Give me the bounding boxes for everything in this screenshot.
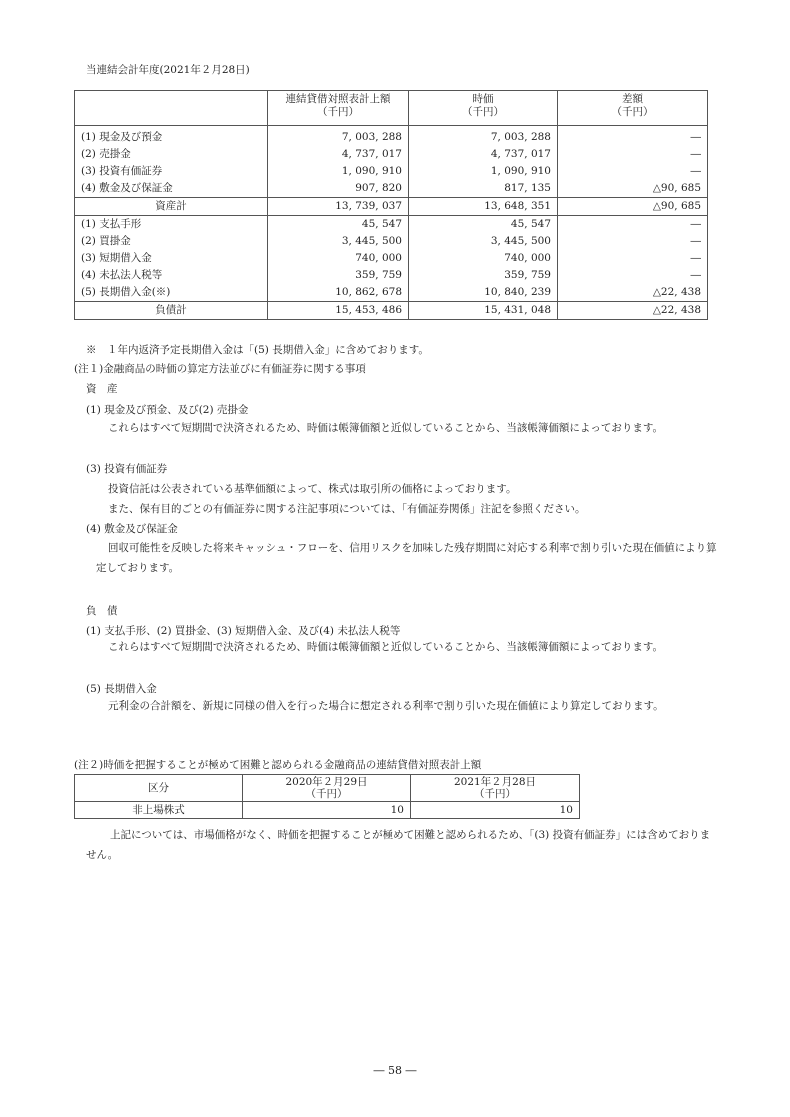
header-category: 区分	[75, 775, 243, 802]
asset-securities-text-2: また、保有目的ごとの有価証券に関する注記事項については、「有価証券関係」注記を参照ください。	[108, 503, 586, 515]
table-row: (4) 未払法人税等 359, 759 359, 759 ―	[75, 267, 708, 284]
note2-title: (注２)時価を把握することが極めて困難と認められる金融商品の連結貸借対照表計上額	[74, 759, 482, 771]
asset-deposit-text: 回収可能性を反映した将来キャッシュ・フローを、信用リスクを加味した残存期間に対応する利率で割り引いた現在価値により算定しております。	[96, 542, 717, 574]
unlisted-stock-table	[74, 774, 580, 819]
table-row: (2) 売掛金 4, 737, 017 4, 737, 017 ―	[75, 146, 708, 163]
asset-cash-text: これらはすべて短期間で決済されるため、時価は帳簿価額と近似していることから、当該帳簿価額によっております。	[108, 422, 664, 434]
liab-short-heading: (1) 支払手形、(2) 買掛金、(3) 短期借入金、及び(4) 未払法人税等	[86, 625, 401, 637]
liabilities-heading: 負 債	[86, 605, 118, 617]
header-fair-value: 時価 （千円）	[409, 91, 558, 126]
liab-longterm-text: 元利金の合計額を、新規に同様の借入を行った場合に想定される利率で割り引いた現在価値により算定しております。	[108, 700, 664, 712]
liabilities-total-row: 負債計 15, 453, 486 15, 431, 048 △22, 438	[75, 302, 708, 320]
header-difference: 差額 （千円）	[558, 91, 708, 126]
table-header-row	[75, 91, 708, 126]
table-row: (2) 買掛金 3, 445, 500 3, 445, 500 ―	[75, 233, 708, 250]
table-row: (4) 敷金及び保証金 907, 820 817, 135 △90, 685	[75, 180, 708, 198]
table-row: (1) 支払手形 45, 547 45, 547 ―	[75, 216, 708, 234]
asset-deposit-heading: (4) 敷金及び保証金	[86, 523, 178, 535]
asset-cash-heading: (1) 現金及び預金、及び(2) 売掛金	[86, 404, 249, 416]
header-item	[75, 91, 268, 126]
table-row: (5) 長期借入金(※) 10, 862, 678 10, 840, 239 △22, 438	[75, 284, 708, 302]
table-row: 非上場株式 10 10	[75, 802, 580, 819]
footnote-star: ※ １年内返済予定長期借入金は「(5) 長期借入金」に含めております。	[86, 344, 429, 356]
liab-short-text: これらはすべて短期間で決済されるため、時価は帳簿価額と近似していることから、当該帳簿価額によっております。	[108, 641, 664, 653]
note1-title: (注１)金融商品の時価の算定方法並びに有価証券に関する事項	[74, 363, 366, 375]
table-row: (3) 短期借入金 740, 000 740, 000 ―	[75, 250, 708, 267]
assets-total-row: 資産計 13, 739, 037 13, 648, 351 △90, 685	[75, 198, 708, 216]
closing-text: 上記については、市場価格がなく、時価を把握することが極めて困難と認められるため、「(3) 投資有価証券」には含めておりません。	[86, 829, 711, 861]
header-2020: 2020年２月29日 （千円）	[243, 775, 411, 802]
table-row: (3) 投資有価証券 1, 090, 910 1, 090, 910 ―	[75, 163, 708, 180]
assets-heading: 資 産	[86, 383, 118, 395]
table-row: (1) 現金及び預金 7, 003, 288 7, 003, 288 ―	[75, 126, 708, 147]
page-number: ― 58 ―	[373, 1064, 417, 1077]
header-book-value: 連結貸借対照表計上額 （千円）	[268, 91, 409, 126]
table-caption: 当連結会計年度(2021年２月28日)	[86, 64, 250, 76]
fair-value-table	[74, 90, 708, 320]
asset-securities-text-1: 投資信託は公表されている基準価額によって、株式は取引所の価格によっております。	[108, 483, 517, 495]
asset-securities-heading: (3) 投資有価証券	[86, 463, 168, 475]
table-header-row	[75, 775, 580, 802]
header-2021: 2021年２月28日 （千円）	[411, 775, 580, 802]
liab-longterm-heading: (5) 長期借入金	[86, 683, 157, 695]
